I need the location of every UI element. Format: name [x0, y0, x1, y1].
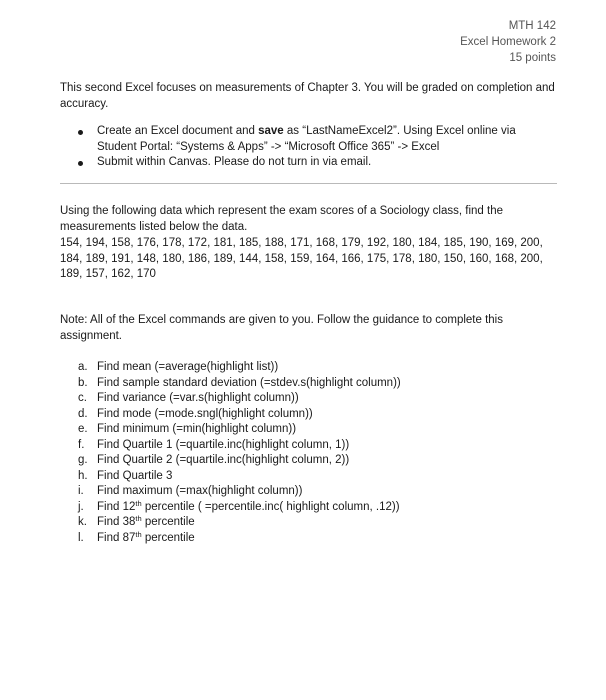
intro-paragraph: This second Excel focuses on measurements of Chapter 3. You will be graded on completion and accuracy. [60, 82, 555, 110]
task-item: k. Find 38th percentile [60, 515, 558, 531]
task-letter: e. [78, 423, 88, 435]
task-letter: c. [78, 392, 87, 404]
task-item: l. Find 87th percentile [60, 531, 558, 547]
task-item: b. Find sample standard deviation (=stdev.s(highlight column)) [60, 376, 558, 392]
section-divider [60, 183, 557, 184]
bullet-item: Create an Excel document and save as “LastNameExcel2”. Using Excel online via Student Portal: “Systems & Apps” -> “Microsoft Office 365” -> Excel [97, 124, 558, 155]
task-item: c. Find variance (=var.s(highlight column)) [60, 391, 558, 407]
task-item: d. Find mode (=mode.sngl(highlight column)) [60, 407, 558, 423]
document-header [460, 18, 556, 66]
note-section [60, 313, 558, 344]
bullet-icon [78, 161, 83, 166]
instructions-paragraph: Using the following data which represent the exam scores of a Sociology class, find the measurements listed below the data. [60, 205, 503, 233]
bullet-list-section [60, 124, 558, 171]
task-letter: i. [78, 485, 84, 497]
task-letter: d. [78, 407, 88, 420]
task-item: e. Find minimum (=min(highlight column)) [60, 422, 558, 438]
task-letter: b. [78, 376, 88, 389]
course-code: MTH 142 [508, 20, 556, 32]
task-letter: h. [78, 469, 88, 482]
task-list-section [60, 360, 558, 546]
note-paragraph: Note: All of the Excel commands are given to you. Follow the guidance to complete this assignment. [60, 314, 503, 342]
task-letter: k. [78, 516, 87, 528]
task-letter: g. [78, 454, 88, 466]
task-item: g. Find Quartile 2 (=quartile.inc(highlight column, 2)) [60, 453, 558, 469]
assignment-title: Excel Homework 2 [460, 36, 556, 48]
task-letter: a. [78, 361, 88, 373]
task-item: h. Find Quartile 3 [60, 469, 558, 485]
instructions-section [60, 204, 558, 235]
bullet-icon [78, 130, 83, 135]
task-item: f. Find Quartile 1 (=quartile.inc(highlight column, 1)) [60, 438, 558, 454]
data-values: 154, 194, 158, 176, 178, 172, 181, 185, 188, 171, 168, 179, 192, 180, 184, 185, 190, 169, 200, 184, 189, 191, 148, 180, 186, 189, 144, 158, 159, 164, 166, 175, 178, 180, 150, 160, 168, 200, 189, 157, 162, 170 [60, 237, 543, 280]
data-section [60, 236, 558, 283]
points-value: 15 points [509, 52, 556, 64]
task-letter: l. [78, 531, 84, 544]
task-letter: f. [78, 438, 85, 451]
task-item: j. Find 12th percentile ( =percentile.inc( highlight column, .12)) [60, 500, 558, 516]
bullet-item: Submit within Canvas. Please do not turn in via email. [97, 155, 558, 171]
task-letter: j. [78, 500, 84, 513]
intro-section [60, 81, 558, 112]
task-item: i. Find maximum (=max(highlight column)) [60, 484, 558, 500]
task-item: a. Find mean (=average(highlight list)) [60, 360, 558, 376]
